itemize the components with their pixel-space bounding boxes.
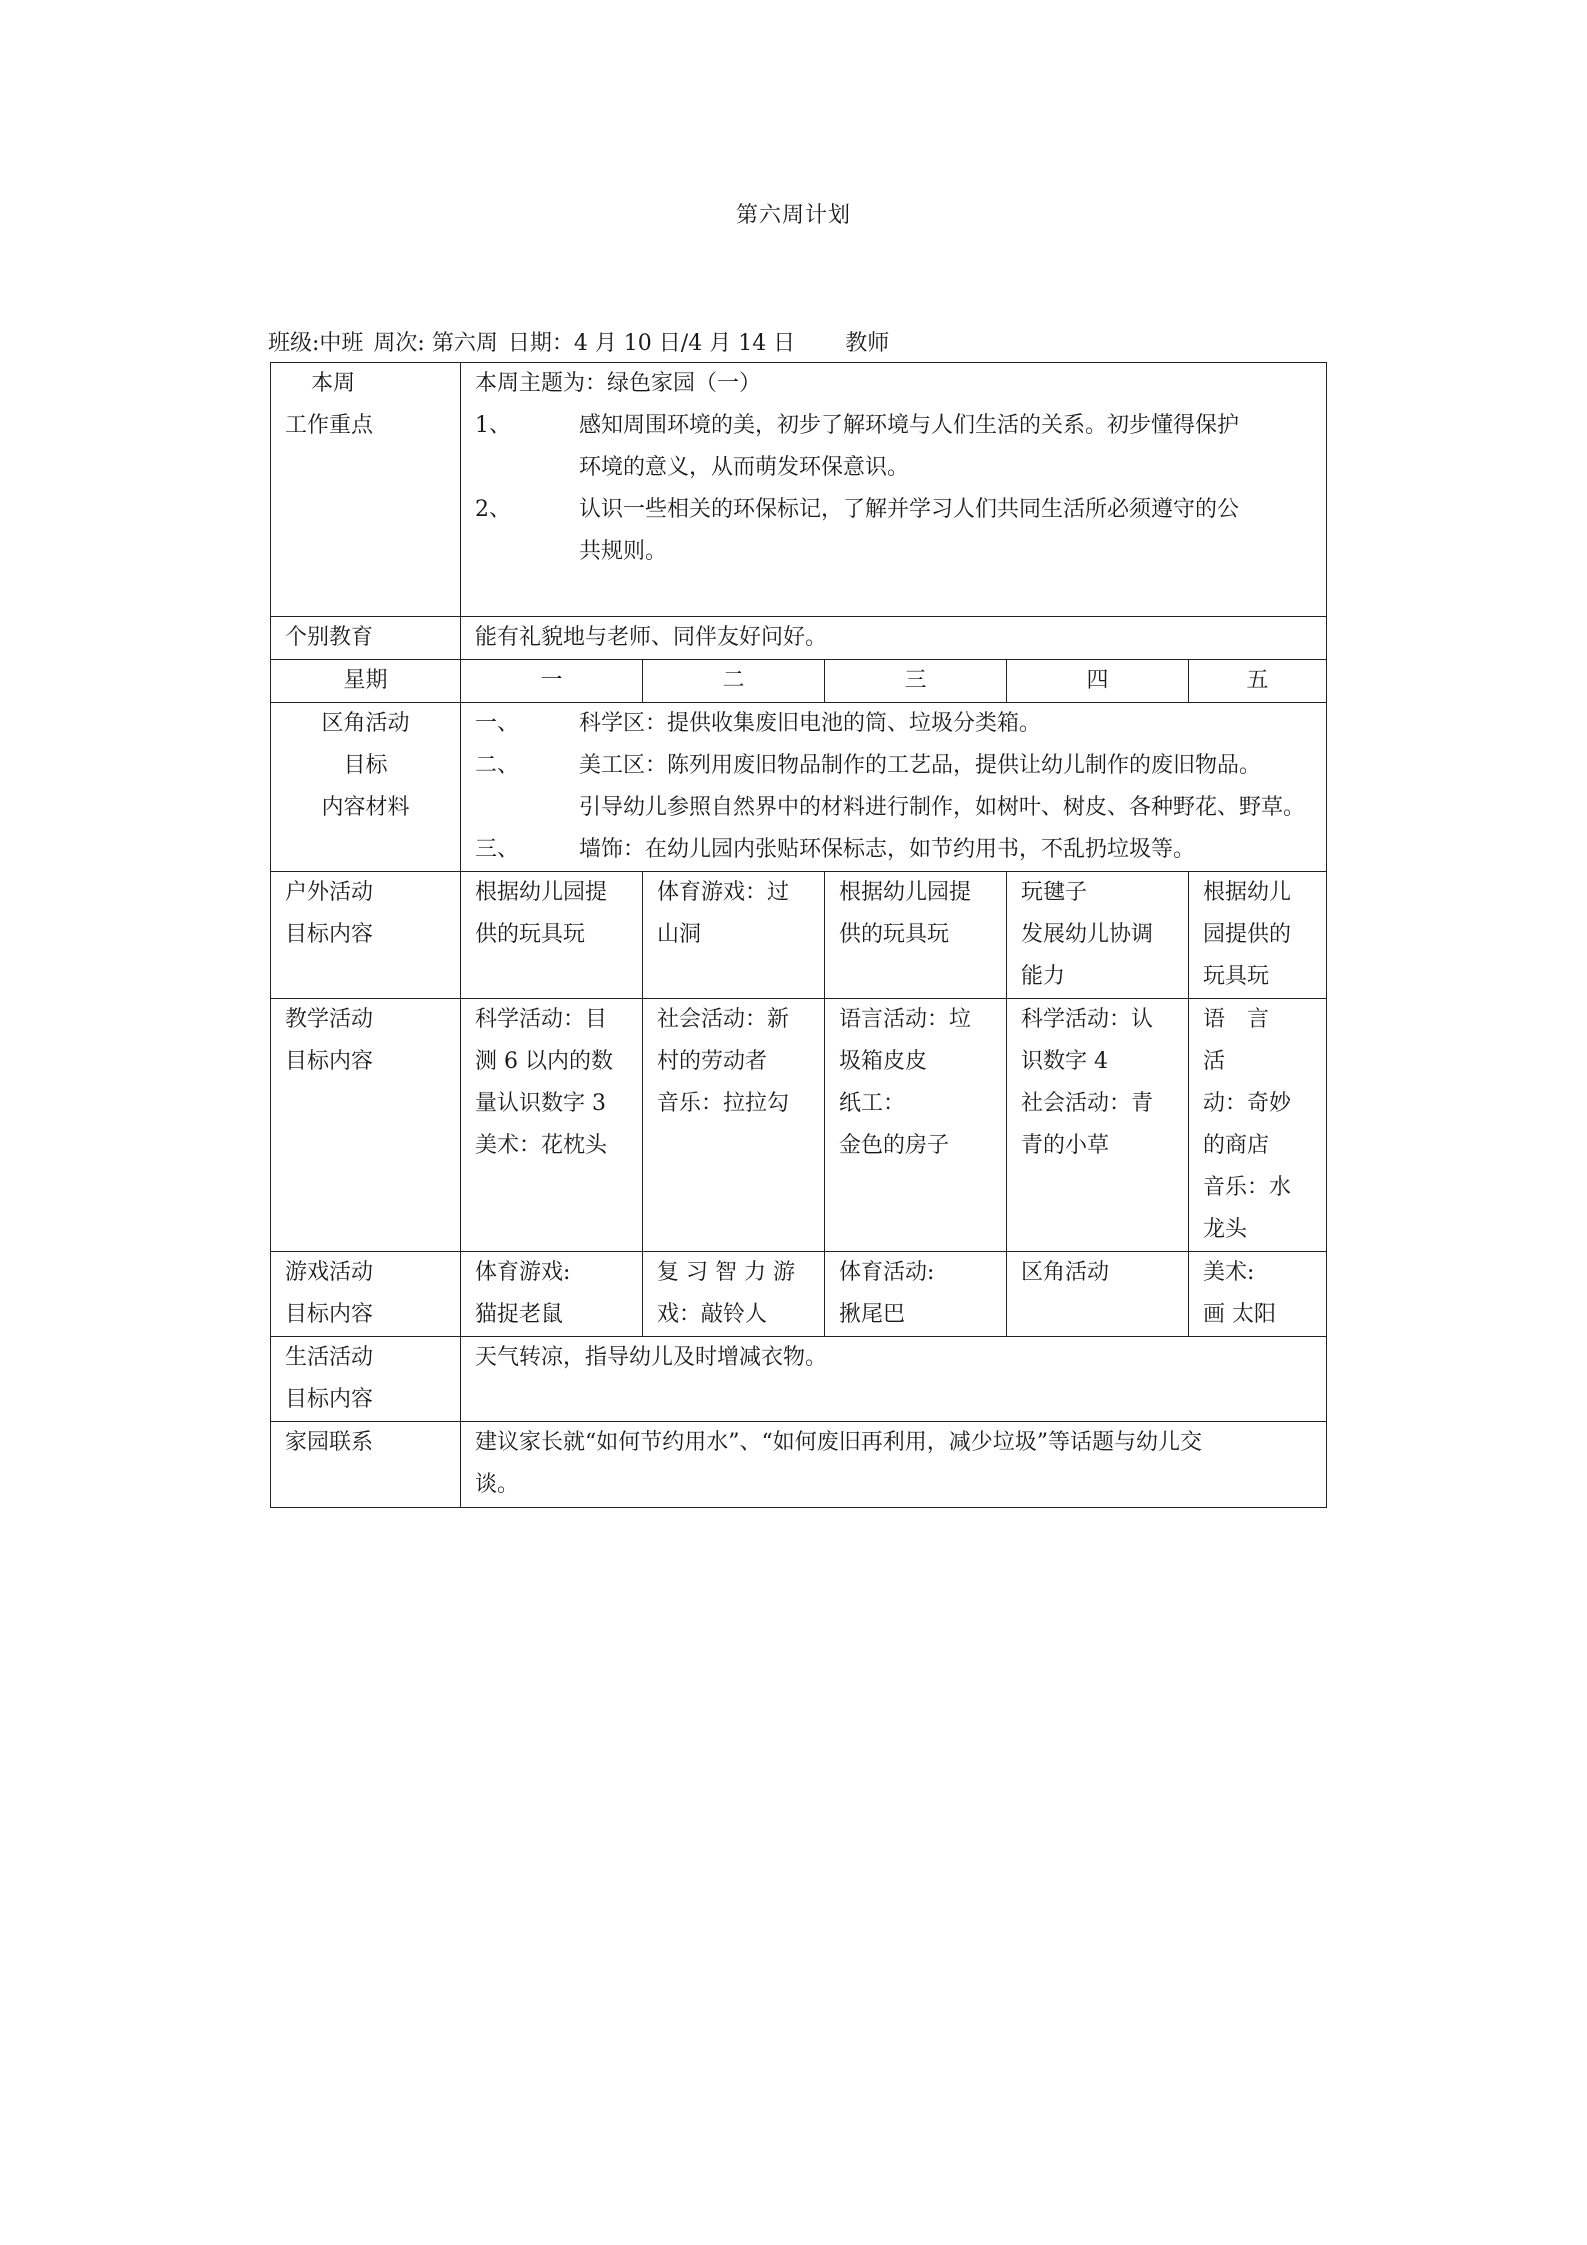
game-wed-line-2: 揪尾巴 <box>839 1302 906 1327</box>
life-label-line-2: 目标内容 <box>285 1387 374 1412</box>
teaching-tue-line-3: 音乐：拉拉勾 <box>657 1091 790 1116</box>
home-label: 家园联系 <box>271 1422 461 1508</box>
teaching-fri <box>1189 999 1327 1252</box>
corner-item-2 <box>475 745 1312 829</box>
corner-item-2-text-cont: 引导幼儿参照自然界中的材料进行制作，如树叶、树皮、各种野花、野草。 <box>579 795 1306 820</box>
outdoor-label-cell <box>271 872 461 999</box>
outdoor-thu-line-3: 能力 <box>1021 964 1066 989</box>
teaching-wed-line-4: 金色的房子 <box>839 1133 950 1158</box>
game-wed-line-1: 体育活动: <box>839 1260 935 1285</box>
weekday-fri: 五 <box>1189 660 1327 703</box>
teaching-thu-line-1: 科学活动：认 <box>1021 1007 1154 1032</box>
individual-label: 个别教育 <box>271 617 461 660</box>
corner-label-line-3: 内容材料 <box>321 795 410 820</box>
page-title: 第六周计划 <box>735 203 851 228</box>
game-fri-line-1: 美术: <box>1203 1260 1255 1285</box>
teaching-fri-line-5: 龙头 <box>1203 1217 1248 1242</box>
teaching-fri-line-3: 的商店 <box>1203 1133 1270 1158</box>
corner-row <box>271 703 1327 872</box>
corner-item-1-text: 科学区：提供收集废旧电池的筒、垃圾分类箱。 <box>579 711 1042 736</box>
teaching-mon <box>461 999 643 1252</box>
life-content: 天气转凉，指导幼儿及时增减衣物。 <box>461 1337 1327 1422</box>
outdoor-tue <box>643 872 825 999</box>
focus-content-cell <box>461 363 1327 617</box>
game-fri <box>1189 1252 1327 1337</box>
corner-item-3-text: 墙饰：在幼儿园内张贴环保标志，如节约用书，不乱扔垃圾等。 <box>579 837 1196 862</box>
game-mon <box>461 1252 643 1337</box>
game-thu-line-1: 区角活动 <box>1021 1260 1110 1285</box>
game-tue <box>643 1252 825 1337</box>
weekly-plan-table <box>270 362 1327 1508</box>
teaching-wed-line-2: 圾箱皮皮 <box>839 1049 928 1074</box>
teaching-tue <box>643 999 825 1252</box>
corner-label-line-2: 目标 <box>343 753 388 778</box>
game-label-line-2: 目标内容 <box>285 1302 374 1327</box>
outdoor-row <box>271 872 1327 999</box>
plan-info-line <box>268 326 899 357</box>
outdoor-fri-line-1: 根据幼儿 <box>1203 880 1292 905</box>
home-content-line-2: 谈。 <box>475 1472 520 1497</box>
weekday-thu: 四 <box>1007 660 1189 703</box>
focus-label-cell <box>271 363 461 617</box>
game-label-line-1: 游戏活动 <box>285 1260 374 1285</box>
focus-item-2-number: 2、 <box>475 497 511 522</box>
teaching-wed-line-1: 语言活动：垃 <box>839 1007 972 1032</box>
weekday-mon: 一 <box>461 660 643 703</box>
focus-item-1-text: 感知周围环境的美，初步了解环境与人们生活的关系。初步懂得保护 <box>579 413 1240 438</box>
teaching-mon-line-2: 测 6 以内的数 <box>475 1049 613 1074</box>
teaching-mon-line-4: 美术：花枕头 <box>475 1133 608 1158</box>
life-label-cell <box>271 1337 461 1422</box>
life-row <box>271 1337 1327 1422</box>
individual-content: 能有礼貌地与老师、同伴友好问好。 <box>461 617 1327 660</box>
focus-item-2 <box>475 489 1312 573</box>
game-tue-line-2: 戏：敲铃人 <box>657 1302 768 1327</box>
outdoor-label-line-1: 户外活动 <box>285 880 374 905</box>
individual-row <box>271 617 1327 660</box>
weekday-label: 星期 <box>271 660 461 703</box>
outdoor-wed-line-2: 供的玩具玩 <box>839 922 950 947</box>
game-mon-line-2: 猫捉老鼠 <box>475 1302 564 1327</box>
teaching-label-line-1: 教学活动 <box>285 1007 374 1032</box>
focus-row <box>271 363 1327 617</box>
week-label: 周次: 第六周 <box>373 331 498 356</box>
outdoor-mon-line-1: 根据幼儿园提 <box>475 880 608 905</box>
focus-item-2-text-cont: 共规则。 <box>579 539 668 564</box>
teaching-thu-line-4: 青的小草 <box>1021 1133 1110 1158</box>
corner-label-line-1: 区角活动 <box>321 711 410 736</box>
outdoor-fri-line-3: 玩具玩 <box>1203 964 1270 989</box>
game-fri-line-2: 画 太阳 <box>1203 1302 1276 1327</box>
outdoor-fri-line-2: 园提供的 <box>1203 922 1292 947</box>
teaching-row <box>271 999 1327 1252</box>
teaching-fri-line-2: 动：奇妙 <box>1203 1091 1292 1116</box>
teaching-tue-line-2: 村的劳动者 <box>657 1049 768 1074</box>
corner-item-1 <box>475 703 1312 745</box>
outdoor-tue-line-2: 山洞 <box>657 922 702 947</box>
outdoor-thu <box>1007 872 1189 999</box>
corner-content-cell <box>461 703 1327 872</box>
corner-item-3 <box>475 829 1312 871</box>
date-label: 日期：4 月 10 日/4 月 14 日 <box>507 331 796 356</box>
teaching-label-line-2: 目标内容 <box>285 1049 374 1074</box>
teacher-label: 教师 <box>845 331 890 356</box>
outdoor-mon-line-2: 供的玩具玩 <box>475 922 586 947</box>
teaching-mon-line-3: 量认识数字 3 <box>475 1091 606 1116</box>
teaching-wed-line-3: 纸工： <box>839 1091 906 1116</box>
game-label-cell <box>271 1252 461 1337</box>
home-row <box>271 1422 1327 1508</box>
corner-item-1-number: 一、 <box>475 711 520 736</box>
week-theme: 本周主题为：绿色家园（一） <box>475 371 762 396</box>
corner-item-3-number: 三、 <box>475 837 520 862</box>
outdoor-label-line-2: 目标内容 <box>285 922 374 947</box>
focus-item-1 <box>475 405 1312 489</box>
class-label: 班级:中班 <box>268 331 364 356</box>
teaching-tue-line-1: 社会活动：新 <box>657 1007 790 1032</box>
corner-label-cell <box>271 703 461 872</box>
teaching-thu <box>1007 999 1189 1252</box>
outdoor-wed <box>825 872 1007 999</box>
weekday-wed: 三 <box>825 660 1007 703</box>
game-tue-line-1: 复 习 智 力 游 <box>657 1260 795 1285</box>
outdoor-thu-line-1: 玩毽子 <box>1021 880 1088 905</box>
focus-item-1-number: 1、 <box>475 413 511 438</box>
focus-label-line-1: 本周 <box>311 371 356 396</box>
focus-item-1-text-cont: 环境的意义，从而萌发环保意识。 <box>579 455 910 480</box>
teaching-mon-line-1: 科学活动：目 <box>475 1007 608 1032</box>
weekday-header-row <box>271 660 1327 703</box>
focus-label-line-2: 工作重点 <box>285 413 374 438</box>
focus-item-2-text: 认识一些相关的环保标记，了解并学习人们共同生活所必须遵守的公 <box>579 497 1240 522</box>
outdoor-thu-line-2: 发展幼儿协调 <box>1021 922 1154 947</box>
outdoor-mon <box>461 872 643 999</box>
teaching-wed <box>825 999 1007 1252</box>
teaching-thu-line-3: 社会活动：青 <box>1021 1091 1154 1116</box>
life-label-line-1: 生活活动 <box>285 1345 374 1370</box>
corner-item-2-number: 二、 <box>475 753 520 778</box>
home-content-line-1: 建议家长就“如何节约用水”、“如何废旧再利用，减少垃圾”等话题与幼儿交 <box>475 1430 1202 1455</box>
teaching-fri-line-1: 语 言 活 <box>1203 1007 1292 1074</box>
home-content-cell <box>461 1422 1327 1508</box>
weekday-tue: 二 <box>643 660 825 703</box>
outdoor-fri <box>1189 872 1327 999</box>
game-mon-line-1: 体育游戏: <box>475 1260 571 1285</box>
game-wed <box>825 1252 1007 1337</box>
corner-item-2-text: 美工区：陈列用废旧物品制作的工艺品，提供让幼儿制作的废旧物品。 <box>579 753 1262 778</box>
teaching-fri-line-4: 音乐：水 <box>1203 1175 1292 1200</box>
teaching-label-cell <box>271 999 461 1252</box>
teaching-thu-line-2: 识数字 4 <box>1021 1049 1108 1074</box>
outdoor-wed-line-1: 根据幼儿园提 <box>839 880 972 905</box>
game-row <box>271 1252 1327 1337</box>
outdoor-tue-line-1: 体育游戏：过 <box>657 880 790 905</box>
game-thu <box>1007 1252 1189 1337</box>
